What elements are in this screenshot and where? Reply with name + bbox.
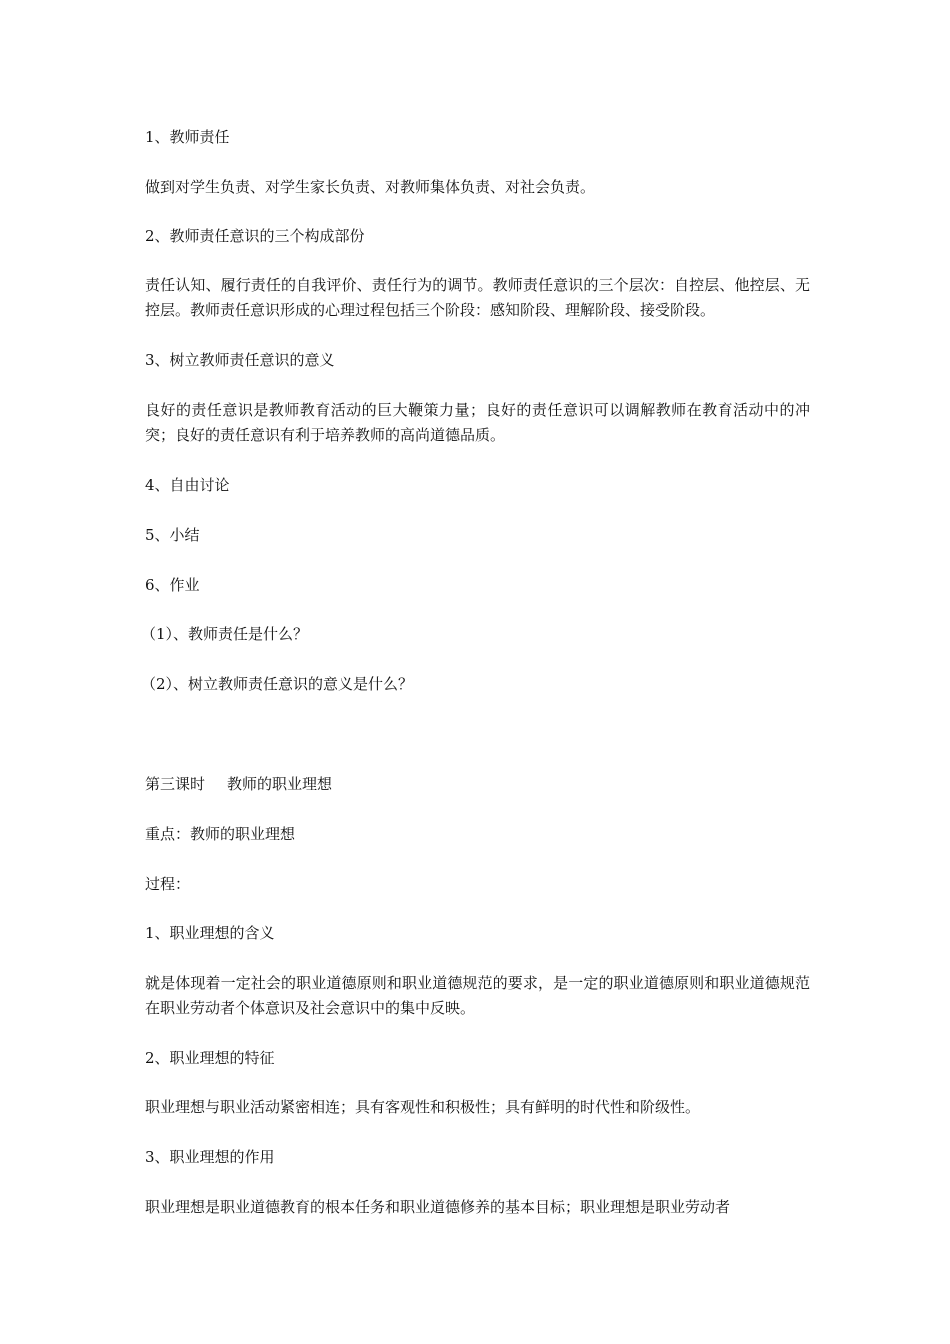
heading-career-ideal-features: 2、职业理想的特征 bbox=[145, 1049, 275, 1067]
paragraph-career-ideal-features: 职业理想与职业活动紧密相连；具有客观性和积极性；具有鲜明的时代性和阶级性。 bbox=[145, 1098, 701, 1116]
homework-question-1: （1）、教师责任是什么？ bbox=[141, 625, 309, 643]
paragraph-responsibility-components: 责任认知、履行责任的自我评价、责任行为的调节。教师责任意识的三个层次：自控层、他控层、无控层。教师责任意识形成的心理过程包括三个阶段：感知阶段、理解阶段、接受阶段。 bbox=[145, 276, 810, 319]
heading-free-discussion: 4、自由讨论 bbox=[145, 476, 230, 494]
heading-homework: 6、作业 bbox=[145, 576, 200, 594]
heading-summary: 5、小结 bbox=[145, 526, 200, 544]
lesson-number: 第三课时 bbox=[145, 775, 206, 793]
homework-question-2: （2）、树立教师责任意识的意义是什么？ bbox=[141, 675, 414, 693]
paragraph-responsibility-significance: 良好的责任意识是教师教育活动的巨大鞭策力量；良好的责任意识可以调解教师在教育活动中的冲突；良好的责任意识有利于培养教师的高尚道德品质。 bbox=[145, 401, 810, 444]
heading-career-ideal-role: 3、职业理想的作用 bbox=[145, 1148, 275, 1166]
lesson-topic: 教师的职业理想 bbox=[227, 775, 333, 793]
heading-responsibility-significance: 3、树立教师责任意识的意义 bbox=[145, 351, 335, 369]
paragraph-career-ideal-meaning: 就是体现着一定社会的职业道德原则和职业道德规范的要求，是一定的职业道德原则和职业道德规范在职业劳动者个体意识及社会意识中的集中反映。 bbox=[145, 974, 810, 1017]
paragraph-career-ideal-role: 职业理想是职业道德教育的根本任务和职业道德修养的基本目标；职业理想是职业劳动者 bbox=[145, 1198, 731, 1216]
heading-teacher-responsibility: 1、教师责任 bbox=[145, 128, 230, 146]
paragraph-responsibility-scope: 做到对学生负责、对学生家长负责、对教师集体负责、对社会负责。 bbox=[145, 178, 596, 196]
lesson-title bbox=[145, 772, 810, 797]
heading-responsibility-components: 2、教师责任意识的三个构成部份 bbox=[145, 227, 365, 245]
key-point: 重点：教师的职业理想 bbox=[145, 825, 296, 843]
heading-career-ideal-meaning: 1、职业理想的含义 bbox=[145, 924, 275, 942]
process-label: 过程： bbox=[145, 875, 191, 893]
